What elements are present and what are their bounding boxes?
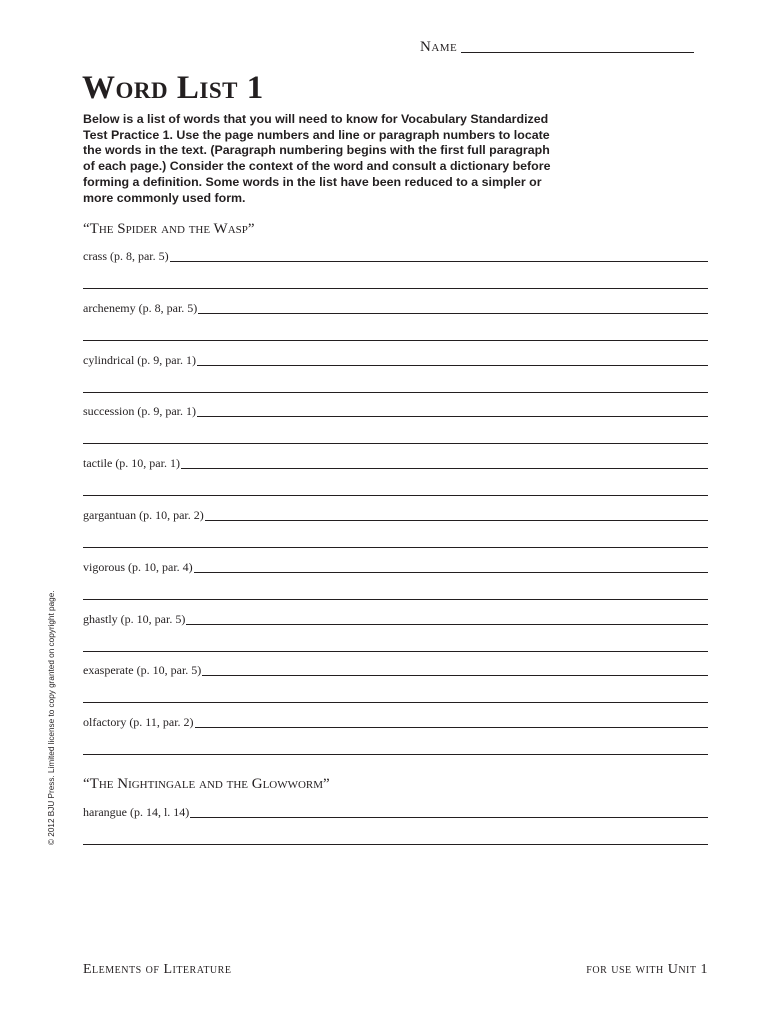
word-entry	[83, 349, 708, 401]
word-entry	[83, 659, 708, 711]
definition-blank-line-continued[interactable]	[83, 702, 708, 703]
word-entry-label: cylindrical (p. 9, par. 1)	[83, 352, 196, 367]
definition-blank-line[interactable]	[170, 261, 708, 262]
definition-blank-line[interactable]	[186, 624, 708, 625]
footer-unit-note: for use with Unit 1	[586, 962, 708, 977]
definition-blank-line-continued[interactable]	[83, 288, 708, 289]
word-entry-label: exasperate (p. 10, par. 5)	[83, 663, 202, 678]
word-entry	[83, 452, 708, 504]
word-entry-label: crass (p. 8, par. 5)	[83, 249, 169, 263]
name-label: Name	[420, 39, 458, 55]
word-entry	[83, 556, 708, 608]
definition-blank-line[interactable]	[195, 727, 708, 728]
definition-blank-line-continued[interactable]	[83, 651, 708, 652]
definition-blank-line[interactable]	[205, 520, 708, 521]
word-entry	[83, 711, 708, 763]
name-field[interactable]	[420, 37, 694, 55]
word-entry-label: tactile (p. 10, par. 1)	[83, 456, 180, 471]
definition-blank-line-continued[interactable]	[83, 340, 708, 341]
word-entry	[83, 297, 708, 349]
word-entry	[83, 608, 708, 660]
definition-blank-line[interactable]	[197, 365, 708, 366]
definition-blank-line[interactable]	[202, 675, 708, 676]
word-entry-label: archenemy (p. 8, par. 5)	[83, 300, 198, 315]
word-entry-label: succession (p. 9, par. 1)	[83, 404, 196, 419]
word-entry-label: olfactory (p. 11, par. 2)	[83, 715, 194, 730]
definition-blank-line-continued[interactable]	[83, 599, 708, 600]
word-list-nightingale-and-glowworm	[83, 801, 708, 853]
word-entry-label: ghastly (p. 10, par. 5)	[83, 611, 186, 626]
footer-book-title: Elements of Literature	[83, 962, 232, 977]
page-title: Word List 1	[82, 70, 264, 106]
definition-blank-line[interactable]	[197, 416, 708, 417]
definition-blank-line[interactable]	[198, 313, 708, 314]
section-title-spider-and-wasp: “The Spider and the Wasp”	[83, 221, 255, 237]
definition-blank-line-continued[interactable]	[83, 392, 708, 393]
definition-blank-line-continued[interactable]	[83, 547, 708, 548]
instructions-paragraph: Below is a list of words that you will need to know for Vocabulary Standardized Test Practice 1. Use the page numbers and line or paragraph numbers to locate the words in the text. (Paragraph numbering begins with the first full paragraph of each page.) Consider the context of the word and consult a dictionary before forming a definition. Some words in the list have been reduced to a simpler or more commonly used form.	[83, 112, 551, 205]
definition-blank-line-continued[interactable]	[83, 844, 708, 845]
definition-blank-line-continued[interactable]	[83, 495, 708, 496]
word-entry	[83, 245, 708, 297]
word-list-spider-and-wasp	[83, 245, 708, 763]
section-title-nightingale-and-glowworm: “The Nightingale and the Glowworm”	[83, 776, 330, 792]
word-entry-label: harangue (p. 14, l. 14)	[83, 805, 190, 819]
definition-blank-line[interactable]	[190, 817, 708, 818]
word-entry	[83, 400, 708, 452]
definition-blank-line-continued[interactable]	[83, 443, 708, 444]
copyright-notice: © 2012 BJU Press. Limited license to copy granted on copyright page.	[47, 590, 56, 845]
word-entry-label: vigorous (p. 10, par. 4)	[83, 559, 193, 574]
word-entry-label: gargantuan (p. 10, par. 2)	[83, 507, 204, 522]
name-blank-line[interactable]	[461, 52, 694, 53]
word-entry	[83, 801, 708, 853]
word-entry	[83, 504, 708, 556]
definition-blank-line[interactable]	[194, 572, 708, 573]
definition-blank-line[interactable]	[181, 468, 708, 469]
definition-blank-line-continued[interactable]	[83, 754, 708, 755]
